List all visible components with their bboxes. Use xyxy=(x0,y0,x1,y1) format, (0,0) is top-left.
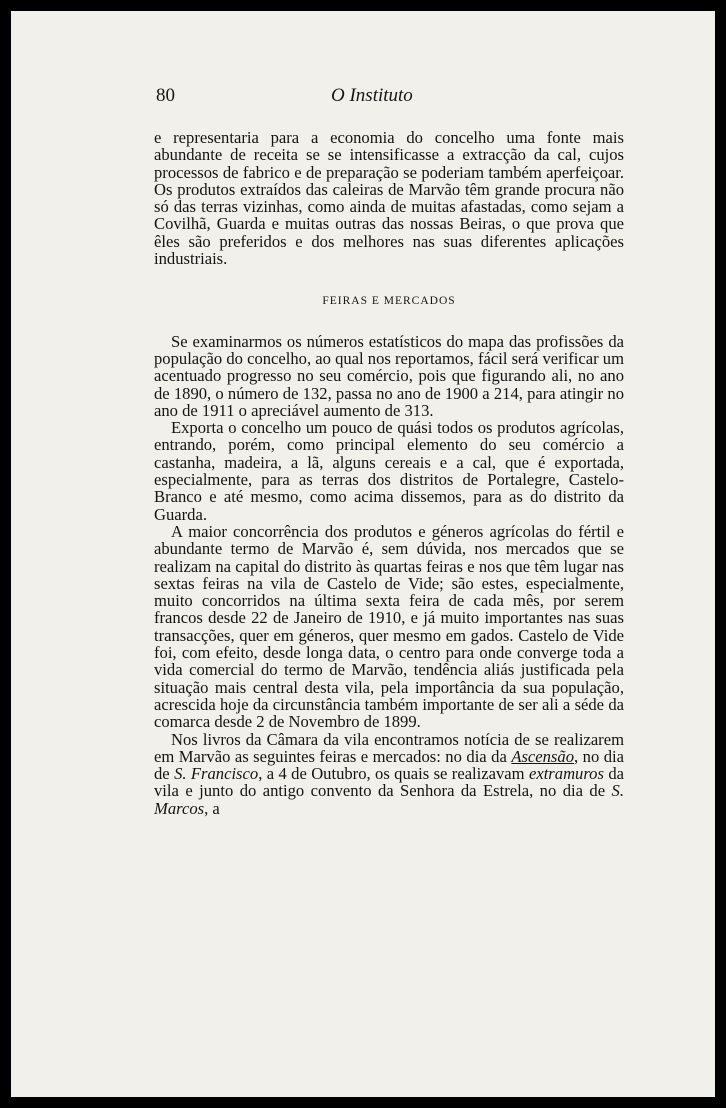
paragraph-exports: Exporta o concelho um pouco de quási todos os produtos agrícolas, entrando, porém, como principal elemento do seu comércio a castanha, madeira, a lã, alguns cereais e a cal, que é exportada, especialmente, para as terras dos distritos de Portalegre, Castelo-Branco e até mesmo, como acima dissemos, para as do distrito da Guarda. xyxy=(154,418,624,524)
page-number: 80 xyxy=(156,85,175,106)
ascensao-term: Ascensão xyxy=(511,746,574,766)
paragraph-fairs xyxy=(154,731,624,817)
running-title: O Instituto xyxy=(331,85,413,106)
paragraph-markets: A maior concorrência dos produtos e géneros agrícolas do fértil e abundante termo de Marvão é, sem dúvida, nos mercados que se realizam na capital do distrito às quartas feiras e nos que têm lugar nas sextas feiras na vila de Castelo de Vide; são estes, especialmente, muito concorridos na última sexta feira de cada mês, por serem francos desde 22 de Janeiro de 1910, e já muito importantes nas suas transacções, quer em géneros, quer mesmo em gados. Castelo de Vide foi, com efeito, desde longa data, o centro para onde converge toda a vida comercial do termo de Marvão, tendência aliás justificada pela situação mais central desta vila, pela importância da sua população, acrescida hoje da circunstância também importante de ser ali a séde da comarca desde 2 de Novembro de 1899. xyxy=(154,521,624,732)
extramuros-term: extramuros xyxy=(528,764,604,784)
fairs-text-4: da vila e junto do antigo convento da Senhora da Estrela, no dia de xyxy=(154,764,625,801)
fairs-text-3: , a 4 de Outubro, os quais se realizavam xyxy=(258,764,529,784)
section-heading: FEIRAS E MERCADOS xyxy=(322,295,456,308)
s-francisco-term: S. Francisco xyxy=(174,764,259,784)
fairs-text-2: , no dia de xyxy=(154,746,624,784)
body-text xyxy=(154,129,624,817)
paragraph-statistics: Se examinarmos os números estatísticos do mapa das profissões da população do concelho, ao qual nos reportamos, fácil será verificar um acentuado progresso no seu comércio, pois que figurando ali, no ano de 1890, o número de 132, passa no ano de 1900 a 214, para atingir no ano de 1911 o apreciável aumento de 313. xyxy=(154,331,624,420)
book-page xyxy=(11,11,715,1097)
fairs-text-5: , a xyxy=(204,798,220,818)
page-header xyxy=(11,85,715,109)
intro-paragraph: e representaria para a economia do concelho uma fonte mais abundante de receita se se intensificasse a extracção da cal, cujos processos de fabrico e de preparação se poderiam também aperfeiçoar. Os produtos extraídos das caleiras de Marvão têm grande procura não só das terras vizinhas, como ainda de muitas afastadas, como sejam a Covilhã, Guarda e muitas outras das nossas Beiras, o que prova que êles são preferidos e dos melhores nas suas diferentes aplicações industriais. xyxy=(154,128,624,269)
fairs-text-1: Nos livros da Câmara da vila encontramos notícia de se realizarem em Marvão as seguintes feiras e mercados: no dia da xyxy=(154,729,624,766)
s-marcos-term: S. Marcos xyxy=(154,781,624,818)
